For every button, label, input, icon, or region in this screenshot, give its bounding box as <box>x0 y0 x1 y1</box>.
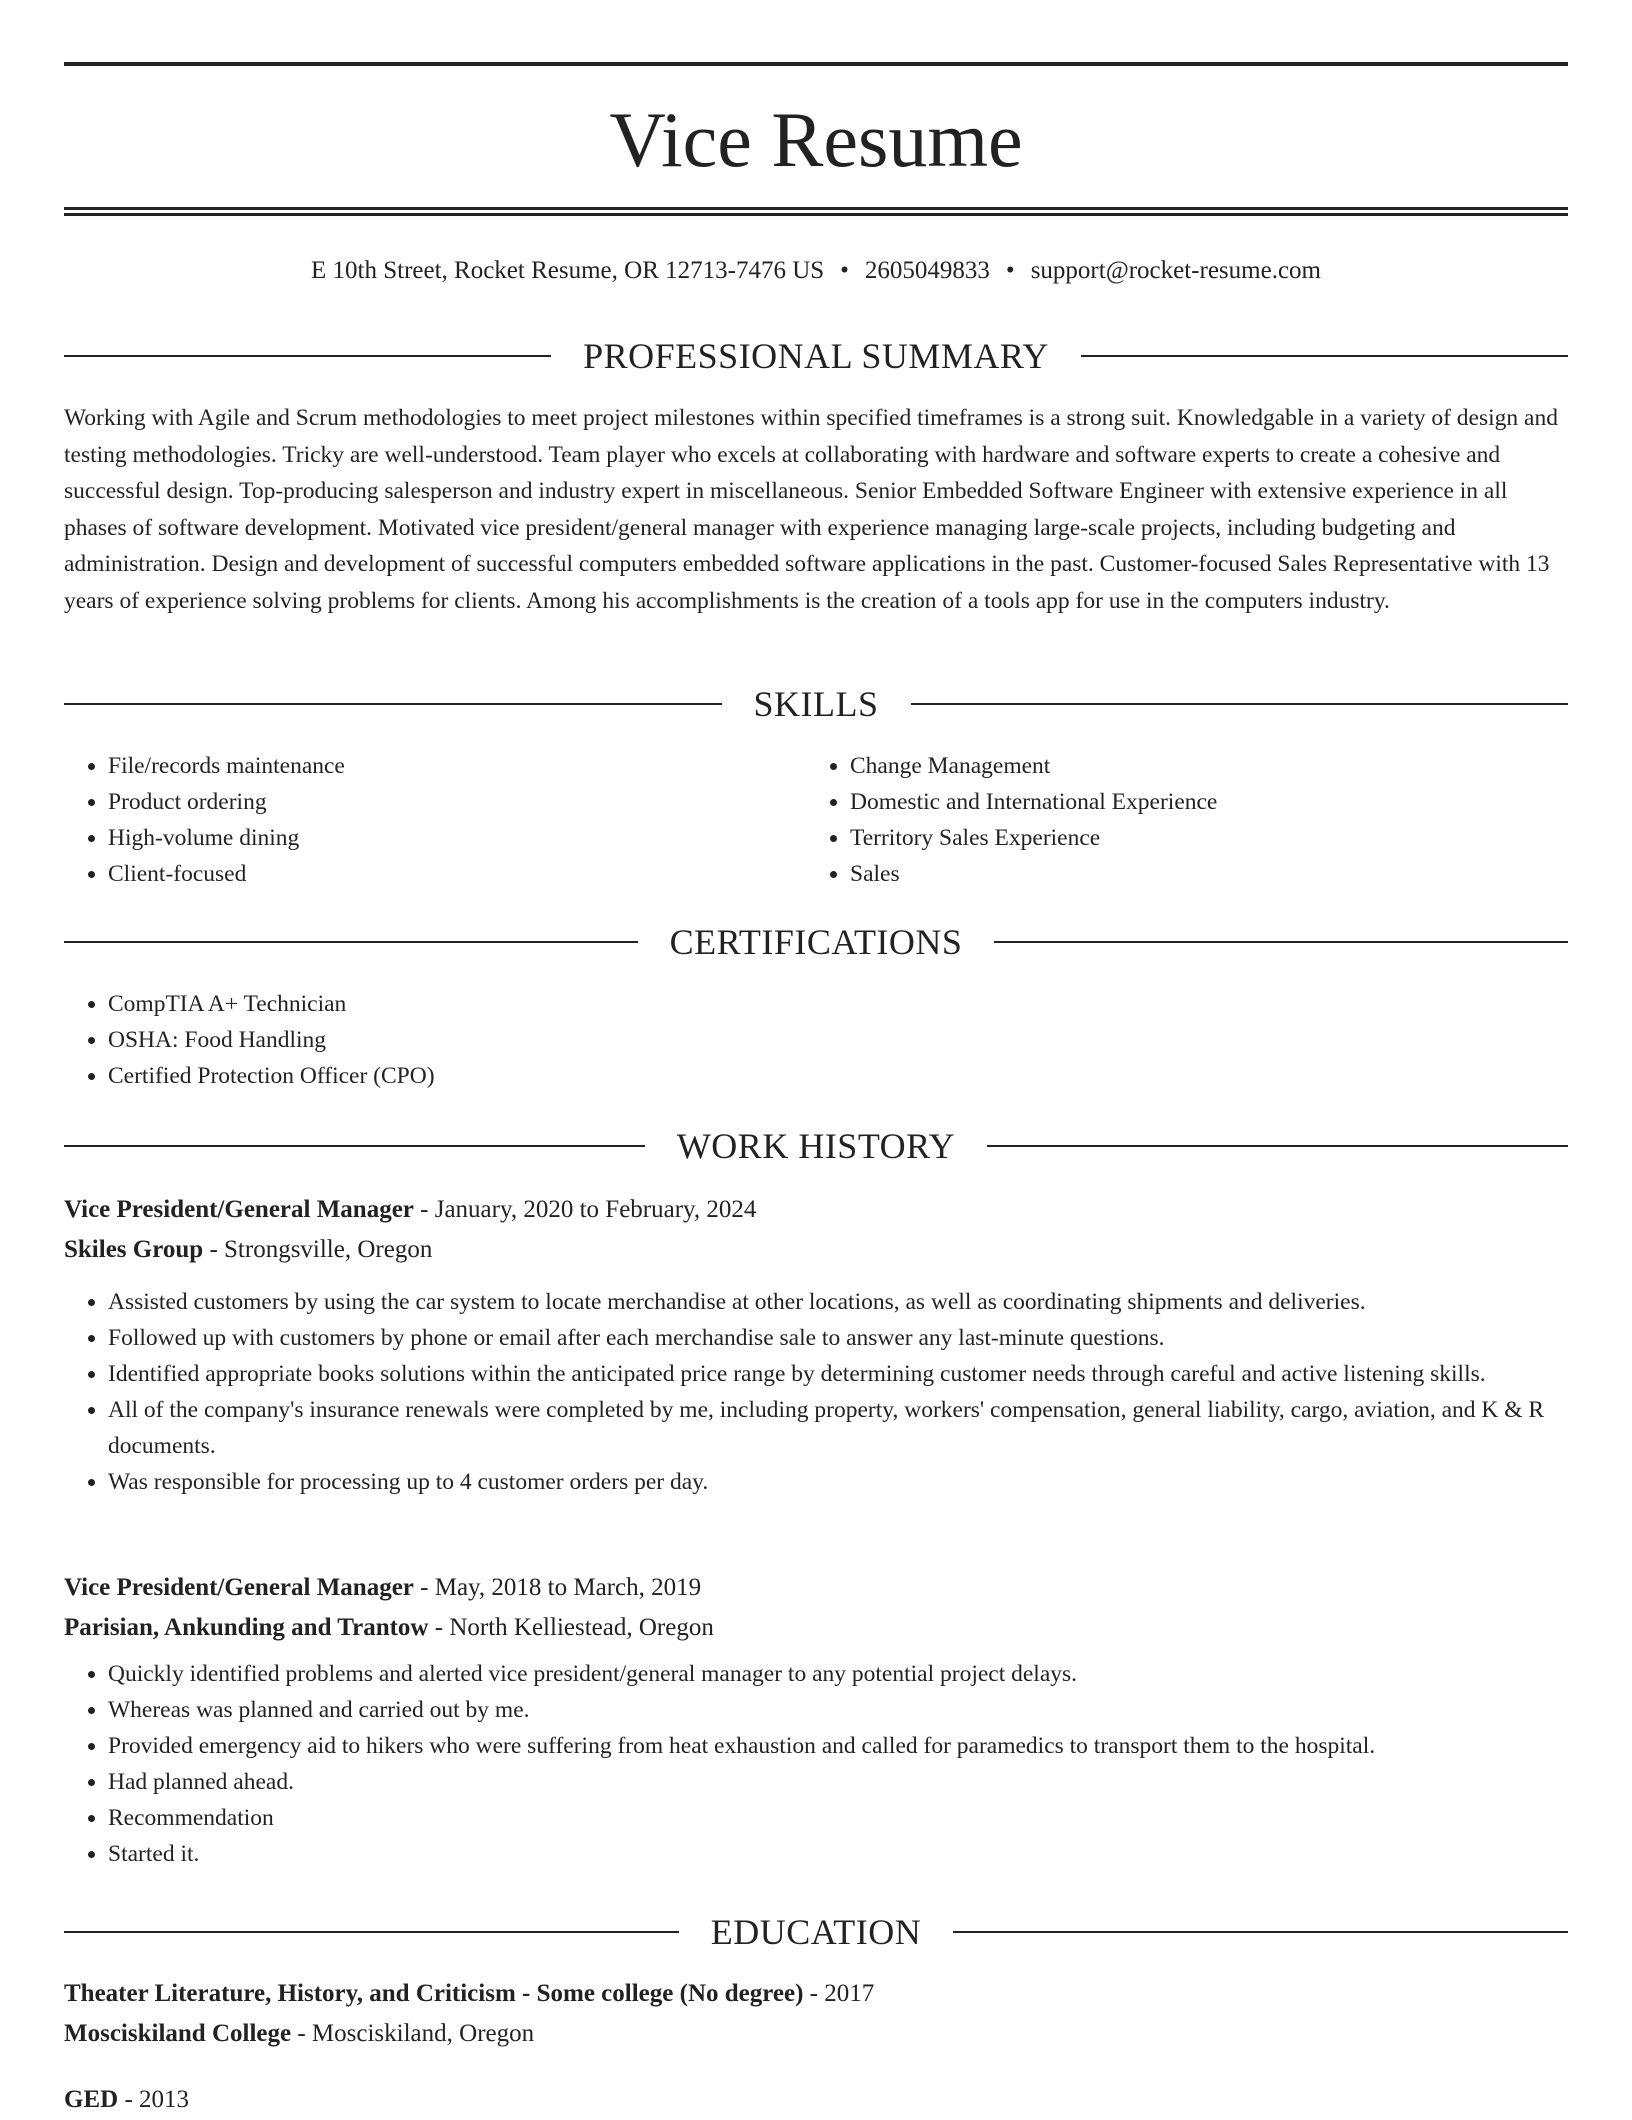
contact-line <box>64 254 1568 288</box>
contact-email[interactable]: support@rocket-resume.com <box>1030 257 1321 284</box>
job-bullet: • Identified appropriate books solutions within the anticipated price range by determining customer needs through careful and active listening skills. <box>108 1356 1568 1392</box>
double-rule <box>64 207 1568 216</box>
section-rule <box>64 703 722 705</box>
education-school: Mosciskiland College <box>64 2020 292 2047</box>
job-bullets <box>64 1284 1568 1500</box>
job-title-line <box>64 1190 1568 1230</box>
resume-name: Vice Resume <box>609 96 1023 183</box>
contact-phone[interactable]: 2605049833 <box>864 257 990 284</box>
job-bullet: • Whereas was planned and carried out by me. <box>108 1692 1568 1728</box>
job-location: - North Kelliestead, Oregon <box>428 1614 714 1641</box>
skill-item: • Sales <box>850 856 1566 892</box>
education-year: - 2017 <box>803 1980 875 2007</box>
job-bullet: • Followed up with customers by phone or email after each merchandise sale to answer any last-minute questions. <box>108 1320 1568 1356</box>
certification-item: • Certified Protection Officer (CPO) <box>108 1058 1568 1094</box>
education-entry <box>64 2080 1568 2120</box>
job-bullet: • Had planned ahead. <box>108 1764 1568 1800</box>
job-location: - Strongsville, Oregon <box>203 1236 433 1263</box>
contact-separator: • <box>1005 257 1015 284</box>
job-bullet: • Started it. <box>108 1836 1568 1872</box>
job-bullets <box>64 1656 1568 1872</box>
section-title: CERTIFICATIONS <box>669 922 963 962</box>
certification-item: • CompTIA A+ Technician <box>108 986 1568 1022</box>
job-role: Vice President/General Manager <box>64 1196 414 1223</box>
section-rule <box>64 355 551 357</box>
section-rule <box>1081 355 1568 357</box>
contact-address: E 10th Street, Rocket Resume, OR 12713-7476 US <box>311 257 825 284</box>
job-dates: - January, 2020 to February, 2024 <box>413 1196 757 1223</box>
section-rule <box>911 703 1569 705</box>
job-bullet: • Assisted customers by using the car system to locate merchandise at other locations, as well as coordinating shipments and deliveries. <box>108 1284 1568 1320</box>
job-dates: - May, 2018 to March, 2019 <box>413 1574 702 1601</box>
top-rule <box>64 62 1568 66</box>
skill-item: • High-volume dining <box>108 820 764 856</box>
job-company-line <box>64 1608 1568 1648</box>
section-title: PROFESSIONAL SUMMARY <box>583 336 1049 376</box>
education-degree-line <box>64 2080 1568 2120</box>
job-role: Vice President/General Manager <box>64 1574 414 1601</box>
section-header-summary <box>64 334 1568 378</box>
skill-item: • Change Management <box>850 748 1566 784</box>
section-header-skills <box>64 682 1568 726</box>
section-rule <box>987 1145 1568 1147</box>
job-bullet: • Quickly identified problems and alerted vice president/general manager to any potential project delays. <box>108 1656 1568 1692</box>
education-location: - Mosciskiland, Oregon <box>291 2020 535 2047</box>
skill-item: • Product ordering <box>108 784 764 820</box>
skill-item: • Client-focused <box>108 856 764 892</box>
job-company: Parisian, Ankunding and Trantow <box>64 1614 429 1641</box>
section-header-work-history <box>64 1124 1568 1168</box>
section-header-education <box>64 1910 1568 1954</box>
contact-separator: • <box>840 257 849 284</box>
section-rule <box>64 941 638 943</box>
skills-left-column <box>64 748 764 892</box>
section-rule <box>64 1931 679 1933</box>
skill-item: • File/records maintenance <box>108 748 764 784</box>
certifications-list <box>64 986 1568 1094</box>
section-rule <box>994 941 1568 943</box>
job-bullet: • All of the company's insurance renewals were completed by me, including property, workers' compensation, general liability, cargo, aviation, and K & R documents. <box>108 1392 1568 1464</box>
education-degree: GED <box>64 2086 119 2113</box>
job-bullet: • Provided emergency aid to hikers who were suffering from heat exhaustion and called for paramedics to transport them to the hospital. <box>108 1728 1568 1764</box>
job-company: Skiles Group <box>64 1236 204 1263</box>
section-rule <box>64 1145 645 1147</box>
job-bullet: • Was responsible for processing up to 4 customer orders per day. <box>108 1464 1568 1500</box>
certification-item: • OSHA: Food Handling <box>108 1022 1568 1058</box>
section-title: SKILLS <box>753 684 879 724</box>
education-degree-line <box>64 1974 1568 2014</box>
summary-text: Working with Agile and Scrum methodologies to meet project milestones within specified timeframes is a strong suit. Knowledgable in a variety of design and testing methodologies. Tricky are well-understood. Team player who excels at collaborating with hardware and software experts to create a cohesive and successful design. Top-producing salesperson and industry expert in miscellaneous. Senior Embedded Software Engineer with extensive experience in all phases of software development. Motivated vice president/general manager with experience managing large-scale projects, including budgeting and administration. Design and development of successful computers embedded software applications in the past. Customer-focused Sales Representative with 13 years of experience solving problems for clients. Among his accomplishments is the creation of a tools app for use in the computers industry. <box>64 405 1558 614</box>
education-year: - 2013 <box>118 2086 190 2113</box>
job-entry <box>64 1190 1568 1500</box>
skills-right-column <box>806 748 1566 892</box>
education-school-line <box>64 2014 1568 2054</box>
skill-item: • Territory Sales Experience <box>850 820 1566 856</box>
education-entry <box>64 1974 1568 2054</box>
job-entry <box>64 1568 1568 1872</box>
section-title: WORK HISTORY <box>676 1126 956 1166</box>
section-rule <box>953 1931 1568 1933</box>
section-title: EDUCATION <box>710 1912 922 1952</box>
job-company-line <box>64 1230 1568 1270</box>
job-title-line <box>64 1568 1568 1608</box>
skill-item: • Domestic and International Experience <box>850 784 1566 820</box>
section-header-certifications <box>64 920 1568 964</box>
education-degree: Theater Literature, History, and Criticism - Some college (No degree) <box>64 1980 804 2007</box>
job-bullet: • Recommendation <box>108 1800 1568 1836</box>
